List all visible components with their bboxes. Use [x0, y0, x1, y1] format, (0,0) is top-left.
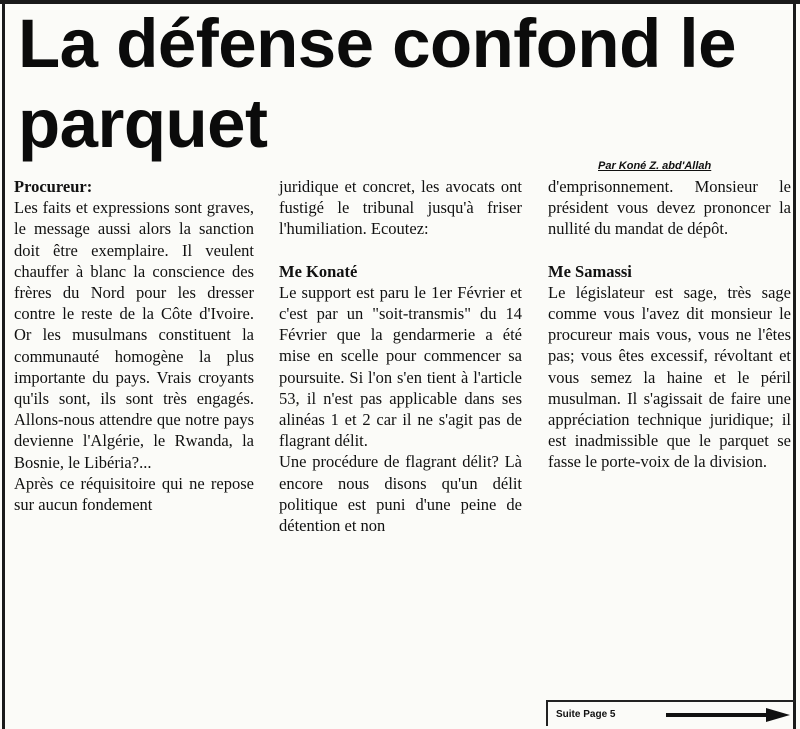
article-column-2 [279, 176, 522, 536]
konate-statement-continued: Une procédure de flagrant délit? Là encore nous disons qu'un délit politique est puni d'une peine de détention et non [279, 452, 522, 536]
paragraph-gap [548, 240, 791, 261]
article-column-1 [14, 176, 254, 515]
konate-statement-end: d'emprisonnement. Monsieur le président vous devez prononcer la nullité du mandat de dépôt. [548, 177, 791, 239]
continuation-label: Suite Page 5 [556, 709, 616, 720]
left-border [2, 0, 5, 729]
arrow-right-icon [666, 708, 790, 722]
paragraph-gap [279, 240, 522, 261]
headline: La défense confond le parquet [18, 5, 736, 162]
byline: Par Koné Z. abd'Allah [598, 160, 712, 172]
continuation-box [546, 700, 795, 726]
transition-paragraph: Après ce réquisitoire qui ne repose sur aucun fondement [14, 473, 254, 515]
samassi-statement: Le législateur est sage, très sage comme vous l'avez dit monsieur le procureur mais vous, vous ne l'êtes pas; vous êtes excessif, révoltant et vous semez la haine et le péril musulman. Il s'agissait de faire une appréciation technique juridique; il est inadmissible que le parquet se fasse le porte-voix de la division. [548, 282, 791, 472]
article-column-3 [548, 176, 791, 473]
speaker-procureur: Procureur: [14, 177, 93, 196]
procureur-statement: Les faits et expressions sont graves, le message aussi alors la sanction doit être exemplaire. Il veulent chauffer à blanc la conscience des frères du Nord pour les dresser contre le reste de la Côte d'Ivoire. Or les musulmans constituent la communauté homogène la plus importante du pays. Vrais croyants qu'ils sont, ils sont très engagés. Allons-nous attendre que notre pays devienne l'Algérie, le Rwanda, la Bosnie, le Libéria?... [14, 198, 254, 472]
right-border [793, 0, 796, 729]
speaker-me-samassi: Me Samassi [548, 261, 632, 281]
konate-statement: Le support est paru le 1er Février et c'est par un "soit-transmis" du 14 Février que la gendarmerie a été mise en scelle pour commencer sa poursuite. Si l'on s'en tient à l'article 53, il n'est pas applicable dans ses alinéas 1 et 2 car il ne s'agit pas de flagrant délit. [279, 282, 522, 451]
speaker-me-konate: Me Konaté [279, 261, 358, 281]
transition-continued: juridique et concret, les avocats ont fustigé le tribunal jusqu'à friser l'humiliation. Ecoutez: [279, 177, 522, 239]
